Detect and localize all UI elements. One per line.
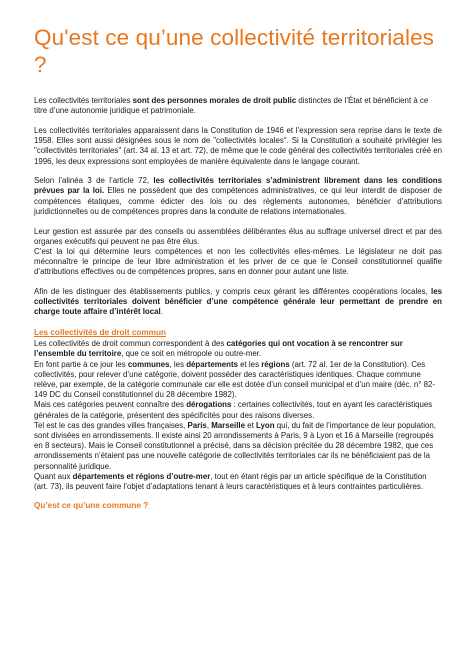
bold-text: départements et régions d’outre-mer: [72, 471, 211, 481]
bold-text: dérogations: [186, 400, 232, 410]
text: Afin de les distinguer des établissements publics, y compris ceux gérant les différentes coopérations locales,: [34, 287, 432, 297]
text: (art. 72 al. 1er de la Constitution). Ces collectivités, pour relever d’une catégorie, doivent posséder des caractéristiques identiques. Chaque commune relève, par exemple, de la catégorie communale car elle est dotée d’un conseil municipal et d’un maire (déc. n° 82-149 DC du Conseil constitutionnel du 28 décembre 1982).: [34, 359, 435, 400]
paragraph-definition: [34, 96, 442, 116]
text: En font partie à ce jour les: [34, 359, 128, 369]
paragraph-constitution: Les collectivités territoriales apparaissent dans la Constitution de 1946 et l’expression sera reprise dans le texte de 1958. Elles sont aussi désignées sous le nom de "collectivités locales". Si la Constitution a souhaité privilégier les "collectivités territoriales" (art. 34 al. 13 et art. 72), de même que le code général des collectivités territoriales créé en 1996, les deux expressions sont employées de manière équivalente dans le langage courant.: [34, 125, 442, 166]
bold-text: les collectivités territoriales s’administrent librement dans les conditions prévues par la loi.: [34, 176, 442, 196]
text: C’est la loi qui détermine leurs compétences et non les collectivités elles-mêmes. Le législateur ne doit pas méconnaître le principe de leur libre administration et les priver de ce que le Conseil constitutionnel qualifie d’attributions effectives ou de compétences propres, sans en donner pour autant une liste.: [34, 246, 442, 277]
text: et: [245, 420, 256, 430]
text: Tel est le cas des grandes villes françaises,: [34, 420, 188, 430]
text: Leur gestion est assurée par des conseils ou assemblées délibérantes élus au suffrage universel direct et par des organes exécutifs qui peuvent ne pas être élus.: [34, 226, 442, 246]
text: , les: [169, 359, 187, 369]
text: distinctes de l’État et bénéficient à ce titre d’une autonomie juridique et patrimoniale.: [34, 96, 429, 116]
text: : certaines collectivités, tout en ayant les caractéristiques générales de la catégorie, présentent des spécificités pour des raisons diverses.: [34, 400, 433, 420]
text: ,: [206, 420, 212, 430]
text: Les collectivités territoriales: [34, 96, 133, 105]
paragraph-competence-generale: [34, 287, 442, 318]
bold-text: Paris: [187, 420, 207, 430]
text: , tout en étant régis par un article spécifique de la Constitution (art. 73), ils peuvent faire l’objet d’adaptations tenant à leurs caractéristiques et à leurs contraintes particulières.: [34, 471, 427, 491]
text: qui, du fait de l’importance de leur population, sont divisées en arrondissements. Il existe ainsi 20 arrondissements à Paris, 9 à Lyon et 16 à Marseille (regroupés en 8 secteurs). Mais le Conseil constitutionnel a précisé, dans sa décision précitée du 28 décembre 1982, que ces arrondissements n’étaient pas une nouvelle catégorie de collectivités territoriales car ils ne bénéficiaient pas de la personnalité juridique.: [34, 420, 436, 471]
text: Quant aux: [34, 471, 73, 481]
page-title: Qu'est ce qu’une collectivité territoriales ?: [34, 25, 435, 77]
text: Mais ces catégories peuvent connaître des: [34, 400, 187, 410]
text: Elles ne possèdent que des compétences administratives, ce qui leur interdit de disposer de compétences étatiques, comme édicter des lois ou des règlements autonomes, bénéficier d’attributions juridictionnelles ou de compétences propres dans la conduite de relations internationales.: [34, 186, 442, 216]
paragraph-gestion: [34, 227, 442, 278]
paragraph-droit-commun: [34, 339, 442, 492]
text: Les collectivités de droit commun correspondent à des: [34, 339, 227, 349]
paragraph-article-72: [34, 176, 442, 217]
bold-text: Lyon: [255, 420, 275, 430]
text: et les: [237, 359, 262, 369]
bold-text: Marseille: [211, 420, 245, 430]
text: .: [160, 307, 163, 317]
text: Selon l’alinéa 3 de l’article 72,: [34, 176, 154, 186]
section-heading-droit-commun: Les collectivités de droit commun: [34, 328, 166, 338]
bold-text: régions: [261, 359, 290, 369]
bold-text: les collectivités territoriales doivent bénéficier d’une compétence générale leur permettant de prendre en charge toute affaire d’intérêt local: [34, 287, 442, 317]
bold-text: départements: [186, 359, 238, 369]
section-heading-commune: Qu’est ce qu’une commune ?: [34, 501, 149, 511]
bold-text: sont des personnes morales de droit public: [132, 96, 297, 105]
bold-text: communes: [127, 359, 170, 369]
text: , que ce soit en métropole ou outre-mer.: [121, 349, 262, 359]
bold-text: catégories qui ont vocation à se rencontrer sur l’ensemble du territoire: [34, 339, 403, 359]
